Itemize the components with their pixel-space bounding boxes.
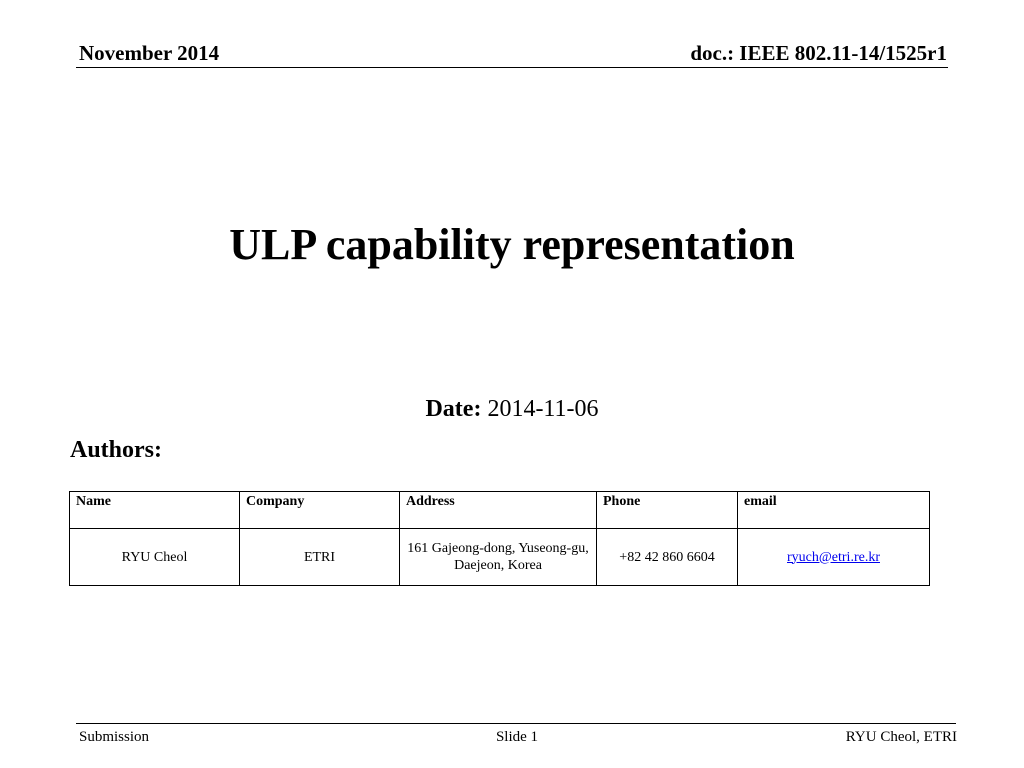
slide-title: ULP capability representation (229, 220, 795, 269)
author-email-cell (738, 529, 930, 586)
authors-table (69, 491, 930, 586)
footer-slide-number: Slide 1 (495, 729, 539, 745)
date-label: Date: (425, 396, 482, 422)
column-header-phone: Phone (597, 492, 738, 529)
footer-author: RYU Cheol, ETRI (845, 729, 957, 745)
footer-submission: Submission (79, 729, 150, 745)
table-row (70, 529, 930, 586)
author-phone: +82 42 860 6604 (597, 529, 738, 586)
column-header-email: email (738, 492, 930, 529)
header-date: November 2014 (79, 41, 220, 65)
header-divider (76, 67, 948, 68)
column-header-name: Name (70, 492, 240, 529)
date-line (0, 394, 1024, 424)
author-email-link[interactable]: ryuch@etri.re.kr (787, 549, 880, 565)
header-doc-id: doc.: IEEE 802.11-14/1525r1 (690, 41, 947, 65)
authors-heading: Authors: (70, 437, 163, 463)
table-header-row (70, 492, 930, 529)
author-name: RYU Cheol (70, 529, 240, 586)
author-address: 161 Gajeong-dong, Yuseong-gu, Daejeon, Korea (400, 529, 597, 586)
date-value: 2014-11-06 (487, 396, 599, 422)
author-company: ETRI (240, 529, 400, 586)
column-header-company: Company (240, 492, 400, 529)
column-header-address: Address (400, 492, 597, 529)
footer-divider (76, 723, 956, 724)
